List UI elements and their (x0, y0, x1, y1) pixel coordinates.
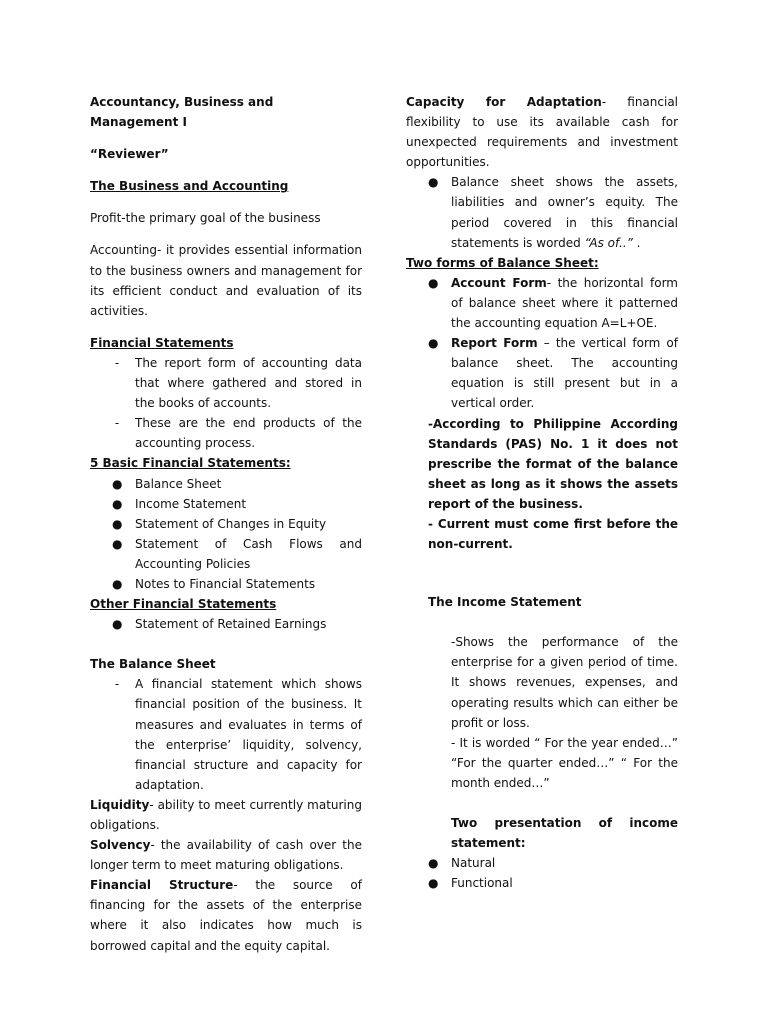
left-column (90, 92, 362, 956)
list-item-text: Natural (451, 856, 496, 871)
heading-two-forms: Two forms of Balance Sheet: (406, 255, 599, 270)
list-item (406, 172, 678, 252)
bullet-icon: ● (112, 617, 123, 632)
right-column (406, 92, 678, 893)
term-label: Liquidity (90, 797, 150, 812)
dash-marker: - (114, 677, 120, 692)
bullet-icon: ● (428, 336, 439, 351)
list-item (90, 614, 362, 634)
list-item-text: A financial statement which shows financial position of the business. It measures and evaluates in terms of the enterprise’ liquidity, solvency, financial structure and capacity for adaptation. (135, 677, 362, 792)
list-item (406, 853, 678, 873)
term-label: Financial Structure (90, 878, 234, 893)
list-item-end: . (632, 235, 641, 250)
five-basic-list (90, 474, 362, 595)
term-text: - ability to meet currently maturing obligations. (90, 797, 362, 832)
dash-marker: - (114, 416, 120, 431)
profit-definition: Profit-the primary goal of the business (90, 211, 321, 226)
bullet-icon: ● (112, 476, 123, 491)
bullet-icon: ● (112, 516, 123, 531)
term-text: - the availability of cash over the longer term to meet maturing obligations. (90, 838, 362, 873)
bullet-icon: ● (428, 175, 439, 190)
term-label: Solvency (90, 838, 151, 853)
list-item (406, 873, 678, 893)
pas-note: -According to Philippine According Standards (PAS) No. 1 it does not prescribe the format of the balance sheet as long as it shows the assets report of the business. (428, 416, 678, 511)
list-item (90, 534, 362, 574)
as-of-text: “As of..” (584, 235, 633, 250)
list-item-text: Balance sheet shows the assets, liabilities and owner’s equity. The period covered in this financial statements is worded (451, 175, 678, 250)
list-item (406, 273, 678, 333)
balance-sheet-note-list (406, 172, 678, 252)
heading-balance-sheet: The Balance Sheet (90, 657, 216, 672)
capacity-definition (406, 92, 678, 172)
term-label: Account Form (451, 275, 547, 290)
solvency-definition (90, 835, 362, 875)
heading-business-accounting: The Business and Accounting (90, 179, 289, 194)
structure-definition (90, 875, 362, 955)
list-item (406, 333, 678, 413)
list-item-text: Statement of Retained Earnings (135, 617, 327, 632)
balance-sheet-dash-list (90, 674, 362, 795)
bullet-icon: ● (112, 536, 123, 551)
bullet-icon: ● (428, 275, 439, 290)
heading-income-statement: The Income Statement (428, 595, 582, 610)
bullet-icon: ● (428, 876, 439, 891)
term-text: – the vertical form of balance sheet. The accounting equation is still present but in a vertical order. (451, 336, 679, 411)
list-item-text: Statement of Changes in Equity (135, 516, 327, 531)
accounting-definition: Accounting- it provides essential information to the business owners and management for its efficient conduct and evaluation of its activities. (90, 243, 362, 318)
list-item (90, 574, 362, 594)
list-item-text: Income Statement (135, 496, 247, 511)
list-item (90, 674, 362, 795)
fs-dash-list (90, 353, 362, 453)
list-item-text: These are the end products of the accounting process. (135, 416, 362, 451)
income-statement-worded: - It is worded “ For the year ended…” “For the quarter ended…” “ For the month ended…” (451, 735, 678, 790)
heading-five-basic: 5 Basic Financial Statements: (90, 456, 291, 471)
document-subtitle: “Reviewer” (90, 147, 169, 162)
two-presentation-heading: Two presentation of income statement: (451, 816, 678, 851)
presentation-list (406, 853, 678, 893)
term-label: Capacity for Adaptation (406, 95, 602, 109)
liquidity-definition (90, 795, 362, 835)
list-item (90, 514, 362, 534)
list-item-text: Statement of Cash Flows and Accounting Policies (135, 536, 362, 571)
list-item-text: Functional (451, 876, 513, 891)
document-title: Accountancy, Business and Management I (90, 95, 274, 130)
list-item-text: Balance Sheet (135, 476, 222, 491)
term-label: Report Form (451, 336, 538, 351)
current-note: - Current must come first before the non-current. (428, 516, 678, 552)
term-text: - the source of financing for the assets of the enterprise where it also indicates how much is borrowed capital and the equity capital. (90, 878, 362, 953)
list-item (90, 474, 362, 494)
list-item (90, 353, 362, 413)
list-item (90, 494, 362, 514)
heading-financial-statements: Financial Statements (90, 335, 234, 350)
bullet-icon: ● (112, 496, 123, 511)
other-statements-list (90, 614, 362, 634)
list-item-text: Notes to Financial Statements (135, 576, 316, 591)
term-text: - financial flexibility to use its available cash for unexpected requirements and investment opportunities. (406, 95, 679, 170)
list-item (90, 413, 362, 453)
dash-marker: - (114, 355, 120, 370)
two-forms-list (406, 273, 678, 414)
bullet-icon: ● (112, 576, 123, 591)
heading-other-statements: Other Financial Statements (90, 597, 277, 612)
list-item-text: The report form of accounting data that where gathered and stored in the books of accounts. (135, 355, 362, 411)
term-text: - the horizontal form of balance sheet where it patterned the accounting equation A=L+OE. (451, 275, 678, 331)
income-statement-definition: -Shows the performance of the enterprise for a given period of time. It shows revenues, expenses, and operating results which can either be profit or loss. (451, 635, 678, 730)
bullet-icon: ● (428, 856, 439, 871)
